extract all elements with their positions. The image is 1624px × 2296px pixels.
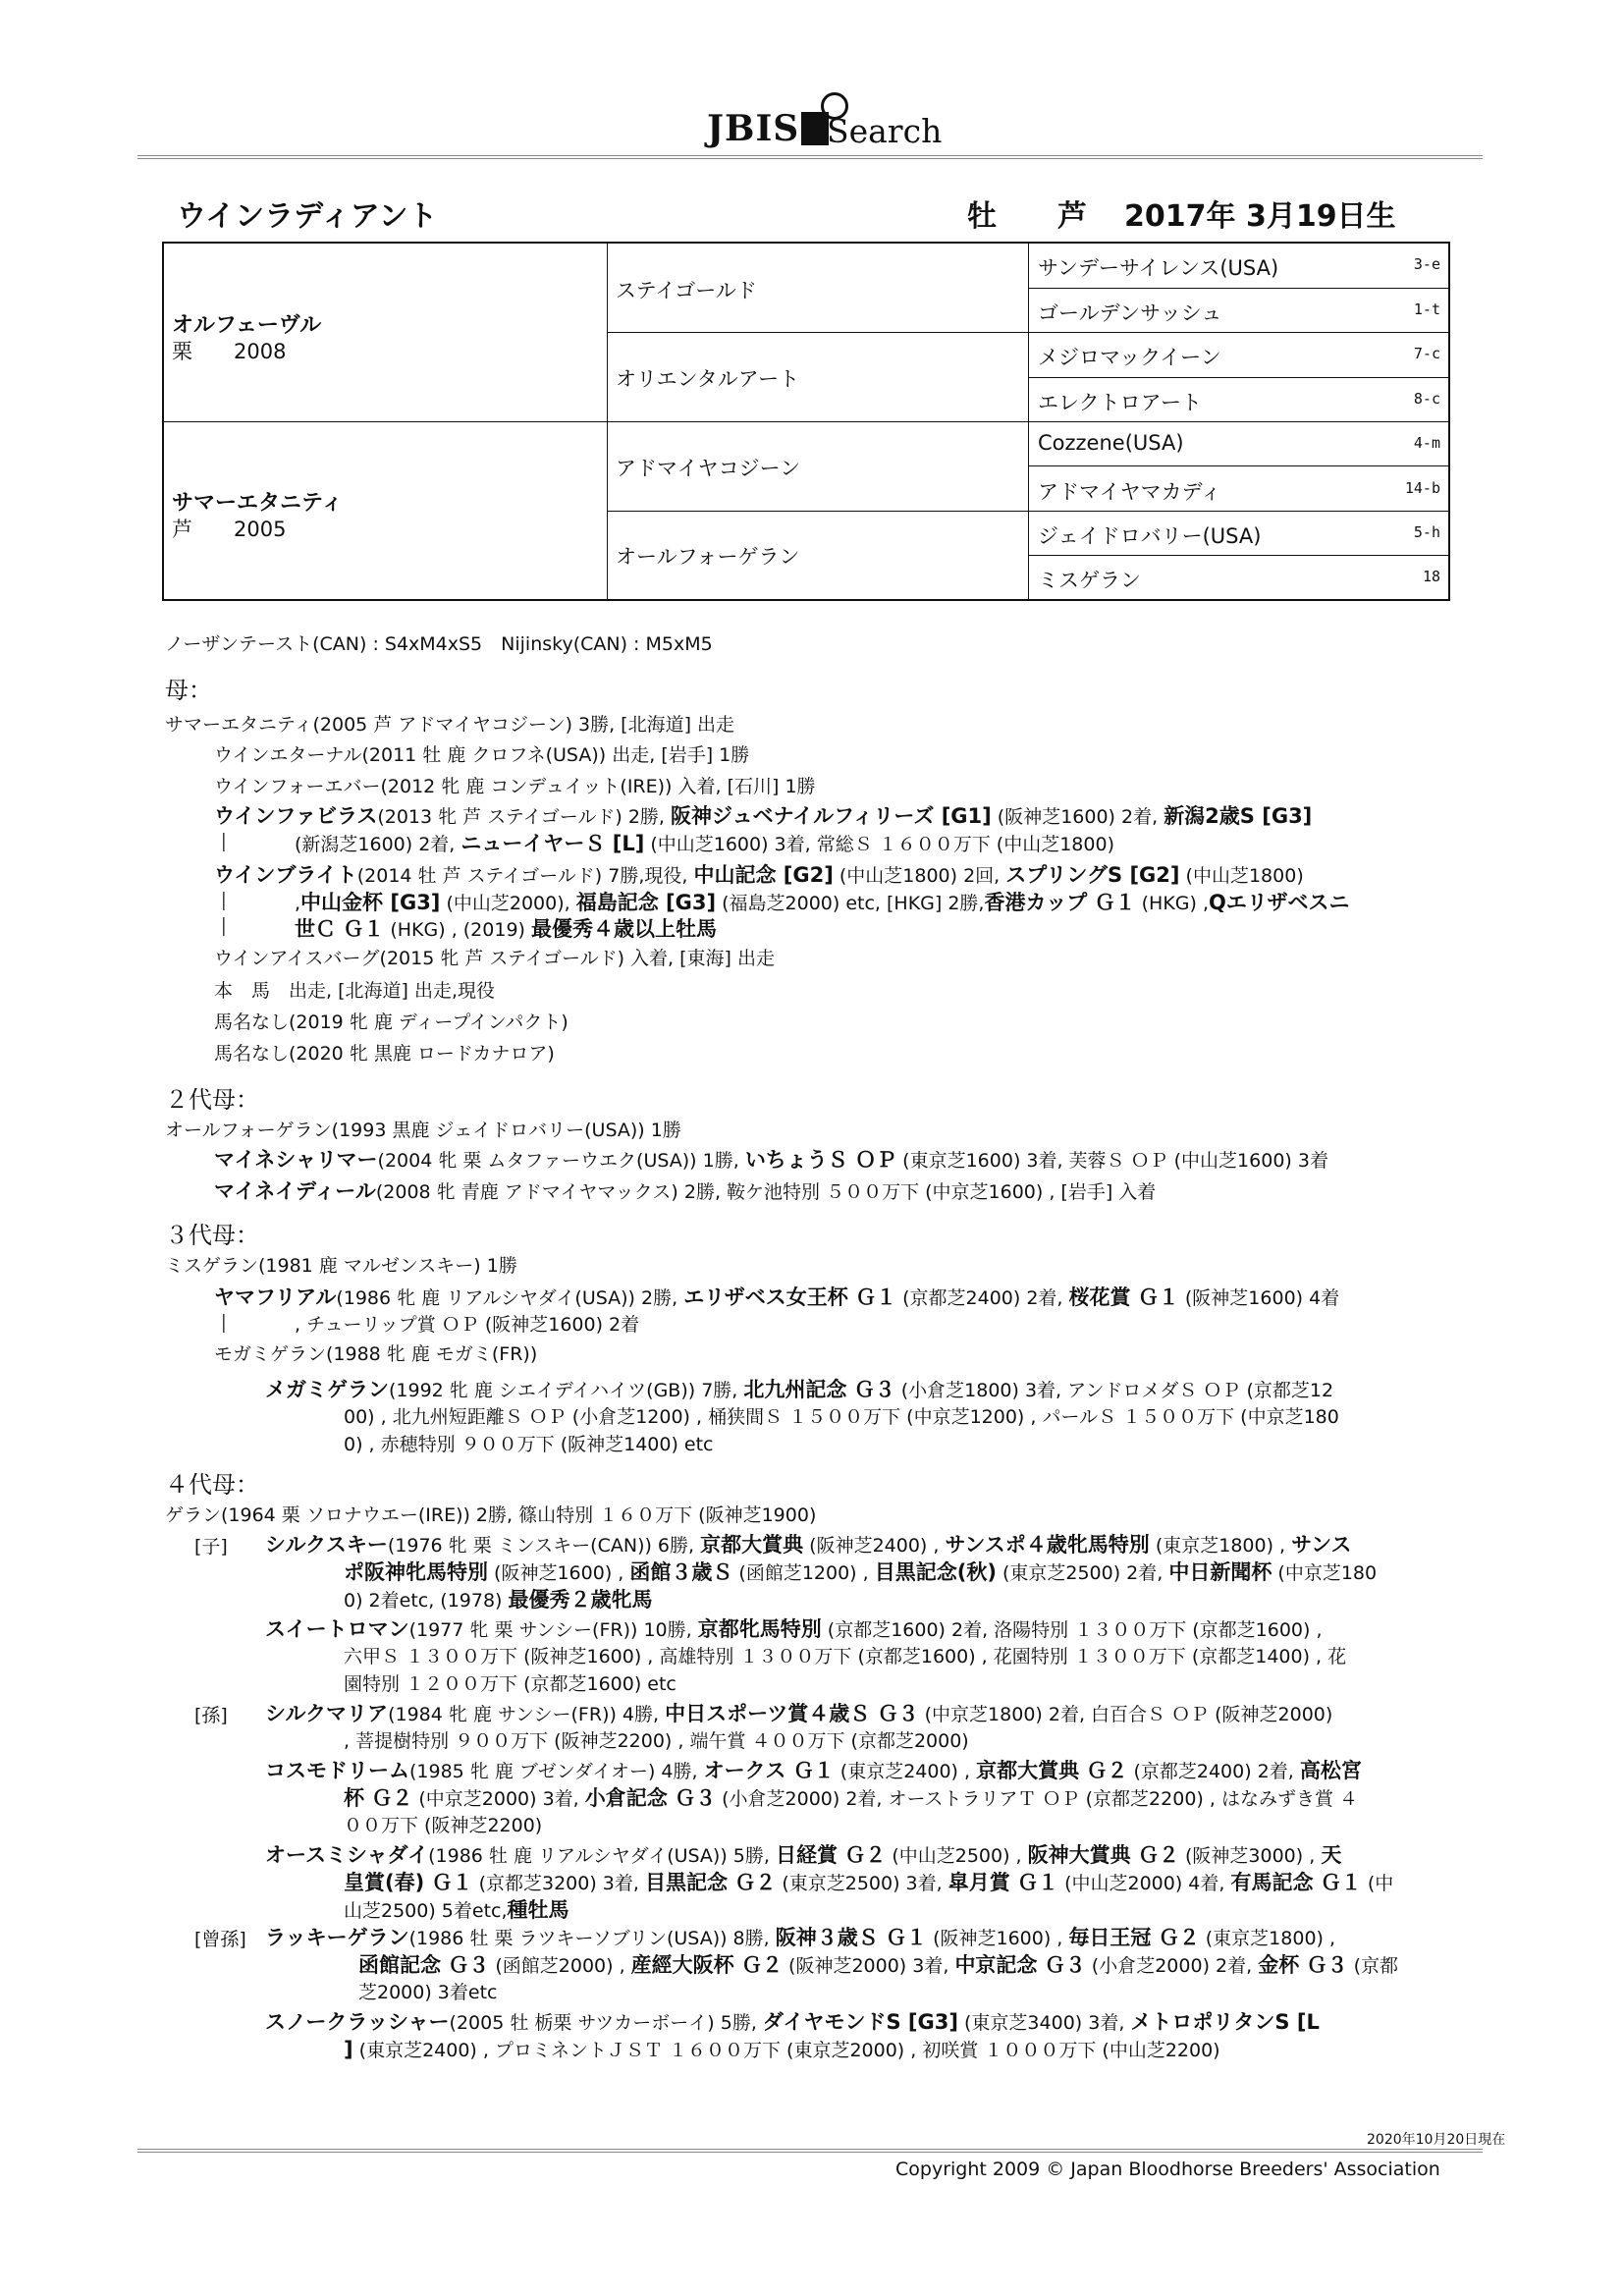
jbis-search-logo: [687, 98, 943, 157]
section-fourth-dam: ４代母：: [165, 1471, 259, 1499]
logo-text-search: Search: [827, 112, 943, 150]
descendant-line-cont: 皇賞(春) Ｇ１ (京都芝3200) 3着, 目黒記念 Ｇ２ (東京芝2500) 3着, 皐月賞 Ｇ１ (中山芝2000) 4着, 有馬記念 Ｇ１ (中: [344, 1871, 1394, 1894]
sibling-line: ウインフォーエバー(2012 牝 鹿 コンデュイット(IRE)) 入着, [石川] 1勝: [214, 776, 816, 797]
descendant-line: オースミシャダイ(1986 牡 鹿 リアルシヤダイ(USA)) 5勝, 日経賞 Ｇ２ (中山芝2500) , 阪神大賞典 Ｇ２ (阪神芝3000) , 天: [265, 1843, 1342, 1867]
descendant-line: スノークラッシャー(2005 牡 栃栗 サツカーボーイ) 5勝, ダイヤモンドS [G3] (東京芝3400) 3着, メトロポリタンS [L: [265, 2010, 1320, 2034]
sibling-line: ウインファビラス(2013 牝 芦 ステイゴールド) 2勝, 阪神ジュベナイルフィリーズ [G1] (阪神芝1600) 2着, 新潟2歳S [G3]: [214, 804, 1313, 828]
sibling-line-cont: ,中山金杯 [G3] (中山芝2000), 福島記念 [G3] (福島芝2000) etc, [HKG] 2勝,香港カップ Ｇ１ (HKG) ,Qエリザベスニ: [295, 891, 1350, 914]
header-rule: [137, 155, 1483, 159]
section-third-dam: ３代母：: [165, 1222, 259, 1249]
sire-sire[interactable]: ステイゴールド: [616, 279, 757, 302]
g3-family-code-1: 3-e: [1413, 255, 1440, 273]
descendant-line-cont: , 菩提樹特別 ９００万下 (阪神芝2200) , 端午賞 ４００万下 (京都芝2000): [344, 1730, 969, 1752]
descendant-line-cont: ] (東京芝2400) , プロミネントＪＳＴ １６００万下 (東京芝2000) , 初咲賞 １０００万下 (中山芝2200): [344, 2038, 1220, 2061]
descendant-line: コスモドリーム(1985 牝 鹿 ブゼンダイオー) 4勝, オークス Ｇ１ (東京芝2400) , 京都大賞典 Ｇ２ (京都芝2400) 2着, 高松宮: [265, 1759, 1362, 1782]
copyright: Copyright 2009 © Japan Bloodhorse Breeders' Association: [895, 2159, 1440, 2180]
descendant-line-cont: 山芝2500) 5着etc,種牡馬: [344, 1898, 569, 1922]
descendant-line-cont: ポ阪神牝馬特別 (阪神芝1600) , 函館３歳Ｓ (函館芝1200) , 目黒記念(秋) (東京芝2500) 2着, 中日新聞杯 (中京芝180: [344, 1560, 1378, 1584]
horse-birth-date: 2017年 3月19日生: [1124, 199, 1396, 234]
descendant-line: モガミゲラン(1988 牝 鹿 モガミ(FR)): [214, 1343, 538, 1365]
g3-ancestor-1[interactable]: サンデーサイレンス(USA): [1038, 256, 1279, 280]
descendant-line-cont: 園特別 １２００万下 (京都芝1600) etc: [344, 1673, 677, 1695]
descendant-line: ラッキーゲラン(1986 牡 栗 ラツキーソブリン(USA)) 8勝, 阪神３歳Ｓ Ｇ１ (阪神芝1600) , 毎日王冠 Ｇ２ (東京芝1800) ,: [265, 1926, 1336, 1949]
generation-tag-great-grandchild: [曾孫]: [194, 1929, 246, 1950]
g3-family-code-4: 8-c: [1413, 390, 1440, 408]
second-dam-line: オールフォーゲラン(1993 黒鹿 ジェイドロバリー(USA)) 1勝: [165, 1120, 681, 1141]
descendant-line-cont: 杯 Ｇ２ (中京芝2000) 3着, 小倉記念 Ｇ３ (小倉芝2000) 2着, オーストラリアＴ ＯＰ (京都芝2200) , はなみずき賞 ４: [344, 1786, 1358, 1810]
g3-family-code-2: 1-t: [1413, 301, 1440, 318]
dam-name[interactable]: サマーエタニティ: [172, 491, 344, 516]
as-of-date: 2020年10月20日現在: [1367, 2132, 1506, 2148]
horse-sex-color: 牡 芦: [967, 199, 1103, 234]
sibling-line: ウインアイスバーグ(2015 牝 芦 ステイゴールド) 入着, [東海] 出走: [214, 948, 775, 969]
descendant-line-cont: 00) , 北九州短距離Ｓ ＯＰ (小倉芝1200) , 桶狭間Ｓ １５００万下 (中京芝1200) , パールＳ １５００万下 (中京芝180: [344, 1406, 1339, 1428]
descendant-line-cont: ００万下 (阪神芝2200): [344, 1815, 543, 1836]
g3-family-code-3: 7-c: [1413, 345, 1440, 362]
descendant-line: メガミゲラン(1992 牝 鹿 シエイデイハイツ(GB)) 7勝, 北九州記念 Ｇ３ (小倉芝1800) 3着, アンドロメダＳ ＯＰ (京都芝12: [265, 1378, 1334, 1401]
descendant-line: ヤマフリアル(1986 牝 鹿 リアルシヤダイ(USA)) 2勝, エリザベス女王杯 Ｇ１ (京都芝2400) 2着, 桜花賞 Ｇ１ (阪神芝1600) 4着: [214, 1285, 1340, 1309]
g3-ancestor-2[interactable]: ゴールデンサッシュ: [1038, 301, 1222, 325]
g3-ancestor-6[interactable]: アドマイヤマカディ: [1038, 480, 1221, 504]
generation-tag-grandchild: [孫]: [194, 1705, 228, 1726]
fourth-dam-line: ゲラン(1964 栗 ソロナウエー(IRE)) 2勝, 篠山特別 １６０万下 (阪神芝1900): [165, 1504, 817, 1526]
descendant-line: シルクマリア(1984 牝 鹿 サンシー(FR)) 4勝, 中日スポーツ賞４歳Ｓ Ｇ３ (中京芝1800) 2着, 白百合Ｓ ＯＰ (阪神芝2000): [265, 1702, 1333, 1725]
dam-sire[interactable]: アドマイヤコジーン: [616, 457, 801, 480]
descendant-line-cont: 函館記念 Ｇ３ (函館芝2000) , 産經大阪杯 Ｇ２ (阪神芝2000) 3着, 中京記念 Ｇ３ (小倉芝2000) 2着, 金杯 Ｇ３ (京都: [358, 1953, 1398, 1977]
g3-ancestor-8[interactable]: ミスゲラン: [1038, 569, 1141, 592]
g3-family-code-7: 5-h: [1413, 523, 1440, 541]
section-dam: 母：: [165, 677, 212, 704]
third-dam-line: ミスゲラン(1981 鹿 マルゼンスキー) 1勝: [165, 1255, 517, 1277]
descendant-line: スイートロマン(1977 牝 栗 サンシー(FR)) 10勝, 京都牝馬特別 (京都芝1600) 2着, 洛陽特別 １３００万下 (京都芝1600) ,: [265, 1617, 1323, 1641]
descendant-line-cont: 芝2000) 3着etc: [358, 1982, 498, 2003]
descendant-line: マイネイディール(2008 牝 青鹿 アドマイヤマックス) 2勝, 鞍ケ池特別 ５００万下 (中京芝1600) , [岩手] 入着: [214, 1179, 1157, 1203]
sire-dam[interactable]: オリエンタルアート: [616, 367, 800, 391]
descendant-line: マイネシャリマー(2004 牝 栗 ムタファーウエク(USA)) 1勝, いちょうＳ ＯＰ (東京芝1600) 3着, 芙蓉Ｓ ＯＰ (中山芝1600) 3着: [214, 1148, 1328, 1172]
inbreeding-note: ノーザンテースト(CAN) : S4xM4xS5 Nijinsky(CAN) : M5xM5: [165, 633, 713, 655]
descendant-line-cont: 0) , 赤穂特別 ９００万下 (阪神芝1400) etc: [344, 1434, 714, 1455]
sibling-line: ウインブライト(2014 牡 芦 ステイゴールド) 7勝,現役, 中山記念 [G2] (中山芝1800) 2回, スプリングS [G2] (中山芝1800): [214, 863, 1304, 887]
g3-family-code-6: 14-b: [1404, 479, 1440, 497]
g3-family-code-8: 18: [1422, 568, 1440, 585]
generation-tag-child: [子]: [194, 1536, 228, 1558]
g3-family-code-5: 4-m: [1413, 434, 1440, 452]
sire-name[interactable]: オルフェーヴル: [172, 313, 322, 338]
g3-ancestor-5[interactable]: Cozzene(USA): [1038, 431, 1184, 455]
sibling-line-cont: 世Ｃ Ｇ１ (HKG) , (2019) 最優秀４歳以上牡馬: [295, 917, 717, 941]
descendant-line: シルクスキー(1976 牝 栗 ミンスキー(CAN)) 6勝, 京都大賞典 (阪神芝2400) , サンスポ４歳牝馬特別 (東京芝1800) , サンス: [265, 1533, 1352, 1557]
descendant-line-cont: 六甲Ｓ １３００万下 (阪神芝1600) , 高雄特別 １３００万下 (京都芝1600) , 花園特別 １３００万下 (京都芝1400) , 花: [344, 1646, 1347, 1667]
footer-rule: [137, 2149, 1483, 2153]
dam-info: 芦 2005: [172, 518, 287, 541]
descendant-line-cont: , チューリップ賞 ＯＰ (阪神芝1600) 2着: [295, 1314, 640, 1336]
g3-ancestor-4[interactable]: エレクトロアート: [1038, 391, 1202, 414]
horse-name: ウインラディアント: [177, 199, 438, 234]
dam-dam[interactable]: オールフォーゲラン: [616, 545, 800, 569]
sibling-line: 本 馬 出走, [北海道] 出走,現役: [214, 980, 495, 1002]
sibling-line: 馬名なし(2020 牝 黒鹿 ロードカナロア): [214, 1043, 555, 1065]
sibling-line: 馬名なし(2019 牝 鹿 ディープインパクト): [214, 1011, 568, 1033]
pedigree-table: [162, 242, 1450, 601]
logo-horse-icon: [801, 112, 829, 145]
g3-ancestor-3[interactable]: メジロマックイーン: [1038, 346, 1221, 369]
sibling-line-cont: (新潟芝1600) 2着, ニューイヤーＳ [L] (中山芝1600) 3着, 常総Ｓ １６００万下 (中山芝1800): [295, 832, 1114, 855]
section-second-dam: ２代母：: [165, 1086, 259, 1114]
descendant-line-cont: 0) 2着etc, (1978) 最優秀２歳牝馬: [344, 1588, 653, 1612]
sire-info: 栗 2008: [172, 340, 287, 363]
g3-ancestor-7[interactable]: ジェイドロバリー(USA): [1038, 524, 1262, 548]
sibling-line: ウインエターナル(2011 牡 鹿 クロフネ(USA)) 出走, [岩手] 1勝: [214, 744, 750, 766]
dam-line: サマーエタニティ(2005 芦 アドマイヤコジーン) 3勝, [北海道] 出走: [165, 714, 735, 736]
logo-text-jbis: JBIS: [707, 108, 800, 149]
